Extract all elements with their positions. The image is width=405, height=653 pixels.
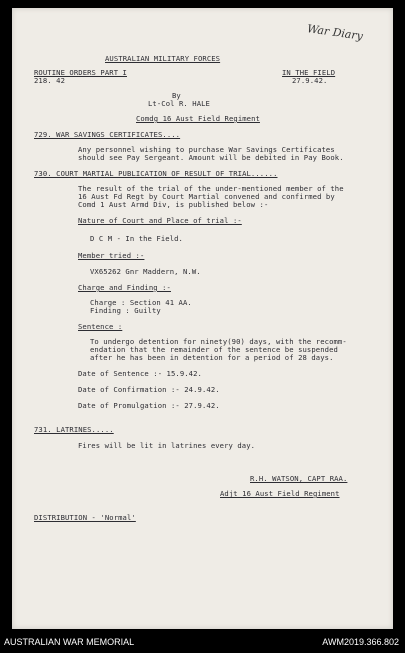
nature-value: D C M - In the Field. [90,234,183,243]
item-730-intro-2: 16 Aust Fd Regt by Court Martial convened and confirmed by [78,192,335,201]
document-page [12,8,393,629]
item-729-line-1: Any personnel wishing to purchase War Savings Certificates [78,145,335,154]
nature-label: Nature of Court and Place of trial :- [78,216,242,225]
sentence-line-3: after he has been in detention for a period of 28 days. [90,353,334,362]
item-729-heading: 729. WAR SAVINGS CERTIFICATES.... [34,130,181,139]
signature-name: R.H. WATSON, CAPT RAA. [250,474,348,483]
orders-number: 218. 42 [34,76,65,85]
sentence-line-2: endation that the remainder of the sentence be suspended [90,345,338,354]
location: IN THE FIELD [282,68,336,77]
document-title: AUSTRALIAN MILITARY FORCES [105,54,221,63]
officer-name: Lt-Col R. HALE [148,99,210,108]
orders-label: ROUTINE ORDERS PART I [34,68,127,77]
footer-credit: AUSTRALIAN WAR MEMORIAL [4,637,135,647]
item-730-intro-3: Comd 1 Aust Armd Div, is published below :- [78,200,269,209]
signature-role: Adjt 16 Aust Field Regiment [220,489,340,498]
member-label: Member tried :- [78,251,145,260]
footer-bar [0,629,405,653]
by-label: By [172,91,181,100]
finding-value: Finding : Guilty [90,306,161,315]
charge-label: Charge and Finding :- [78,283,171,292]
member-value: VX65262 Gnr Maddern, N.W. [90,267,201,276]
charge-value: Charge : Section 41 AA. [90,298,192,307]
handwritten-annotation: War Diary [306,22,364,43]
footer-accession: AWM2019.366.802 [322,637,399,647]
item-731-body: Fires will be lit in latrines every day. [78,441,256,450]
date-of-confirmation: Date of Confirmation :- 24.9.42. [78,385,220,394]
item-729-line-2: should see Pay Sergeant. Amount will be debited in Pay Book. [78,153,344,162]
sentence-line-1: To undergo detention for ninety(90) days, with the recomm- [90,337,347,346]
date-of-sentence: Date of Sentence :- 15.9.42. [78,369,202,378]
item-730-intro-1: The result of the trial of the under-mentioned member of the [78,184,344,193]
item-730-heading: 730. COURT MARTIAL PUBLICATION OF RESULT OF TRIAL...... [34,169,278,178]
issue-date: 27.9.42. [292,76,328,85]
command-line: Comdg 16 Aust Field Regiment [136,114,260,123]
sentence-label: Sentence : [78,322,123,331]
item-731-heading: 731. LATRINES..... [34,425,114,434]
date-of-promulgation: Date of Promulgation :- 27.9.42. [78,401,220,410]
distribution: DISTRIBUTION - 'Normal' [34,513,136,522]
